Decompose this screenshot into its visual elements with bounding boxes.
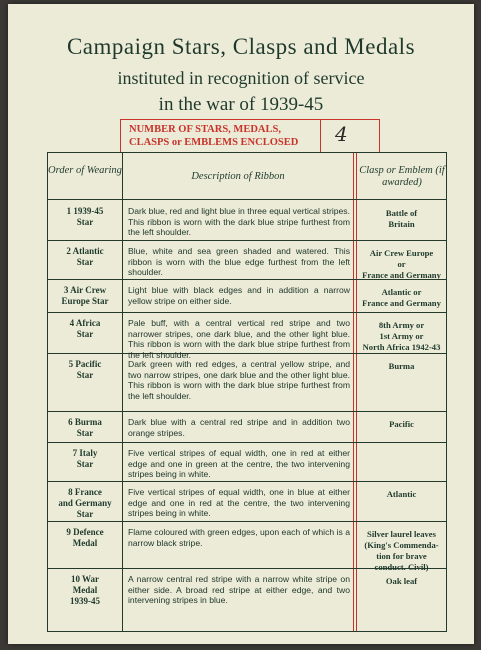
header-clasp: Clasp or Emblem (if awarded) [359, 165, 445, 188]
ribbon-description: Pale buff, with a central vertical red stripe and two narrower stripes, one dark blue, and the other light blue. This ribbon is worn with the dark blue stripe furthest from the left shoulder. [128, 318, 350, 360]
document-subtitle-war: in the war of 1939-45 [158, 94, 324, 115]
medal-name: 6 Burma Star [68, 417, 102, 438]
table-row [48, 521, 446, 572]
clasp-emblem: Pacific [389, 419, 414, 429]
clasp-emblem: Burma [388, 361, 415, 371]
medal-name: 8 France and Germany Star [58, 487, 112, 519]
table-row [48, 481, 446, 522]
table-row [48, 568, 446, 631]
ribbon-description: A narrow central red stripe with a narrow white stripe on either side. A broad red stripe at either edge, and two intervening stripes in blue. [128, 574, 350, 606]
clasp-emblem: Oak leaf [385, 576, 418, 586]
table-row [48, 353, 446, 412]
ribbon-description: Blue, white and sea green shaded and watered. This ribbon is worn with the blue edge furthest from the left shoulder. [128, 246, 350, 278]
table-row [48, 312, 446, 360]
clasp-emblem: Atlantic [386, 489, 417, 499]
medal-name: 3 Air Crew Europe Star [61, 285, 109, 306]
ribbon-description: Five vertical stripes of equal width, one in red at either edge and one in green at the centre, the two intervening stripes being in white. [128, 448, 350, 480]
medal-name: 7 Italy Star [72, 448, 98, 469]
medal-name: 1 1939-45 Star [66, 206, 104, 227]
enclosed-label: NUMBER OF STARS, MEDALS, CLASPS or EMBLEMS ENCLOSED [129, 124, 299, 148]
certificate-sheet [8, 4, 474, 644]
ribbon-description: Dark green with red edges, a central yellow stripe, and two narrow stripes, one dark blue and the other light blue. This ribbon is worn with the dark blue stripe furthest from the left shoulder. [128, 359, 350, 401]
ribbon-description: Light blue with black edges and in addition a narrow yellow stripe on either side. [128, 285, 350, 306]
table-header [48, 153, 446, 200]
ribbon-description: Dark blue with a central red stripe and in addition two orange stripes. [128, 417, 350, 438]
clasp-emblem: Atlantic or France and Germany [362, 287, 441, 308]
table-row [48, 200, 446, 241]
clasp-emblem: Battle of Britain [385, 208, 418, 229]
clasp-emblem: 8th Army or 1st Army or North Africa 1942-43 [362, 320, 441, 352]
enclosed-count: 4 [335, 122, 348, 146]
medal-name: 9 Defence Medal [66, 527, 104, 548]
medal-name: 10 War Medal 1939-45 [70, 574, 100, 606]
table-row [48, 442, 446, 482]
medal-name: 5 Pacific Star [68, 359, 102, 380]
clasp-emblem: Air Crew Europe or France and Germany [362, 248, 441, 280]
table-row [48, 240, 446, 280]
document-subtitle: instituted in recognition of service [117, 68, 365, 88]
clasp-emblem: Silver laurel leaves (King's Commenda- tion for brave conduct. Civil) [364, 529, 439, 572]
ribbon-description: Dark blue, red and light blue in three equal vertical stripes. This ribbon is worn with the dark blue stripe furthest from the left shoulder. [128, 206, 350, 238]
medal-name: 2 Atlantic Star [66, 246, 104, 267]
medals-table [47, 152, 447, 632]
table-row [48, 411, 446, 443]
ribbon-description: Five vertical stripes of equal width, one in blue at either edge and one in red at the centre, the two intervening stripes being in white. [128, 487, 350, 519]
enclosed-count-box [120, 119, 380, 153]
enclosed-divider [320, 120, 321, 152]
header-order: Order of Wearing [48, 165, 122, 176]
medal-name: 4 Africa Star [69, 318, 101, 339]
document-title: Campaign Stars, Clasps and Medals [66, 34, 416, 59]
header-description: Description of Ribbon [191, 171, 285, 182]
table-row [48, 279, 446, 313]
ribbon-description: Flame coloured with green edges, upon each of which is a narrow black stripe. [128, 527, 350, 548]
